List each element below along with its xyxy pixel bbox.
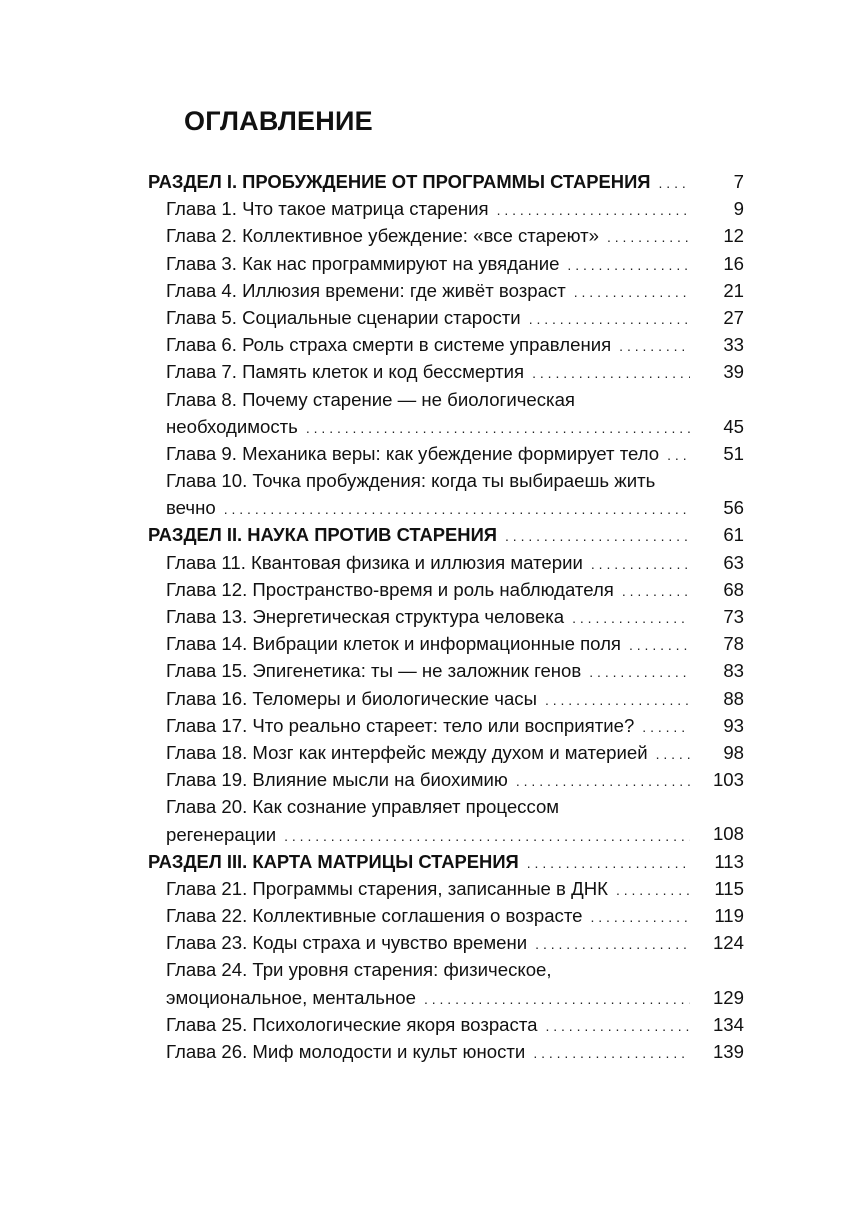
toc-entry-title: РАЗДЕЛ I. ПРОБУЖДЕНИЕ ОТ ПРОГРАММЫ СТАРЕНИЯ [148,171,651,192]
toc-page-number: 124 [712,932,744,954]
toc-entry-line [0,984,690,1011]
toc-page-number: 115 [714,877,744,899]
toc-leader-dots [505,523,690,550]
toc-entry-title: Глава 13. Энергетическая структура человека [166,606,565,627]
toc-entry-line [0,630,690,657]
toc-entry-title: Глава 18. Мозг как интерфейс между духом и материей [166,741,648,763]
toc-page-number: 9 [733,198,744,220]
toc-entry-line [0,358,690,385]
toc-entry-line [0,304,690,331]
toc-chapter-entry [0,195,856,222]
page-title: ОГЛАВЛЕНИЕ [184,106,373,136]
toc-chapter-entry [0,277,856,304]
toc-chapter-entry [0,875,856,902]
table-of-contents [0,168,856,1065]
toc-entry-line [0,848,690,875]
toc-chapter-entry [0,712,856,739]
toc-entry-line [0,549,690,576]
toc-page-number: 83 [723,660,744,682]
toc-chapter-entry [0,250,856,277]
toc-leader-dots [607,224,690,251]
toc-section-entry [0,168,856,195]
toc-entry-line [0,195,690,222]
toc-entry-line [0,875,690,902]
toc-entry-line [0,929,690,956]
toc-chapter-entry [0,1011,856,1038]
toc-entry-line [0,685,690,712]
toc-entry-title: Глава 20. Как сознание управляет процессом [166,796,560,818]
toc-entry-line [0,766,690,793]
toc-entry-title: Глава 7. Память клеток и код бессмертия [166,361,525,383]
toc-page-number: 119 [714,905,744,927]
toc-entry-title: Глава 1. Что такое матрица старения [166,198,489,220]
toc-entry-title: регенерации [166,823,277,845]
toc-entry-title: Глава 3. Как нас программируют на увядание [166,252,560,274]
toc-leader-dots [284,823,690,850]
toc-leader-dots [656,741,690,768]
toc-chapter-entry [0,331,856,358]
toc-chapter-entry [0,929,856,956]
toc-leader-dots [527,850,690,877]
toc-page-number: 73 [723,605,744,627]
toc-page-number: 78 [723,633,744,655]
toc-leader-dots [667,442,690,469]
toc-chapter-entry [0,956,856,1010]
toc-entry-line [0,250,690,277]
toc-chapter-entry [0,685,856,712]
toc-entry-title: Глава 24. Три уровня старения: физическое, [166,959,552,981]
toc-page-number: 108 [712,823,744,845]
toc-leader-dots [516,768,690,795]
toc-leader-dots [629,632,690,659]
toc-leader-dots [589,659,690,686]
toc-page-number: 93 [723,714,744,736]
toc-leader-dots [529,306,690,333]
toc-entry-title: Глава 8. Почему старение — не биологическая [166,388,575,410]
toc-section-entry [0,521,856,548]
toc-entry-title: Глава 6. Роль страха смерти в системе управления [166,334,612,356]
toc-entry-line [0,956,856,983]
toc-entry-line [0,440,690,467]
toc-leader-dots [642,714,690,741]
toc-leader-dots [567,252,690,279]
toc-entry-title: Глава 11. Квантовая физика и иллюзия материи [166,551,583,573]
toc-leader-dots [497,197,690,224]
toc-entry-title: Глава 21. Программы старения, записанные в ДНК [166,877,608,899]
toc-page-number: 33 [723,334,744,356]
toc-entry-line [0,521,690,548]
toc-page-number: 88 [723,687,744,709]
toc-entry-line [0,494,690,521]
toc-entry-line [0,222,690,249]
toc-entry-title: Глава 9. Механика веры: как убеждение формирует тело [166,442,660,464]
toc-chapter-entry [0,304,856,331]
toc-chapter-entry [0,222,856,249]
toc-entry-title: Глава 15. Эпигенетика: ты — не заложник генов [166,660,582,682]
toc-chapter-entry [0,793,856,847]
toc-entry-title: Глава 19. Влияние мысли на биохимию [166,769,508,791]
toc-entry-line [0,739,690,766]
toc-page-number: 39 [723,361,744,383]
toc-entry-title: Глава 26. Миф молодости и культ юности [166,1041,526,1062]
toc-entry-title: РАЗДЕЛ III. КАРТА МАТРИЦЫ СТАРЕНИЯ [148,850,519,872]
toc-chapter-entry [0,576,856,603]
toc-chapter-entry [0,467,856,521]
toc-page-number: 63 [723,551,744,573]
toc-leader-dots [306,415,690,442]
toc-page-number: 103 [712,769,744,791]
toc-entry-line [0,386,856,413]
toc-leader-dots [619,333,690,360]
toc-entry-line [0,1038,690,1065]
toc-page-number: 98 [723,741,744,763]
toc-page-number: 129 [712,986,744,1008]
toc-entry-title: Глава 16. Теломеры и биологические часы [166,687,537,709]
toc-entry-title: Глава 2. Коллективное убеждение: «все стареют» [166,225,599,247]
toc-entry-title: Глава 5. Социальные сценарии старости [166,306,521,328]
toc-entry-line [0,1011,690,1038]
toc-page-number: 45 [723,415,744,437]
toc-chapter-entry [0,549,856,576]
toc-entry-line [0,902,690,929]
toc-leader-dots [616,877,690,904]
toc-chapter-entry [0,902,856,929]
toc-leader-dots [574,279,690,306]
toc-entry-line [0,657,690,684]
toc-leader-dots [591,551,690,578]
toc-page-number: 21 [723,279,744,301]
toc-entry-title: Глава 25. Психологические якоря возраста [166,1013,538,1035]
toc-entry-line [0,413,690,440]
toc-entry-line [0,576,690,603]
toc-entry-title: Глава 12. Пространство-время и роль наблюдателя [166,578,614,600]
toc-page-number: 68 [723,578,744,600]
toc-leader-dots [532,360,690,387]
toc-page-number: 56 [723,497,744,519]
toc-page-number: 134 [712,1013,744,1035]
toc-entry-title: эмоциональное, ментальное [166,986,416,1008]
toc-entry-title: Глава 17. Что реально стареет: тело или восприятие? [166,714,635,736]
toc-page-number: 61 [723,524,744,546]
toc-entry-line [0,467,856,494]
toc-entry-line [0,277,690,304]
toc-page-number: 51 [723,442,744,464]
toc-page-number: 7 [733,170,744,192]
toc-page-number: 113 [714,850,744,872]
toc-leader-dots [535,931,690,958]
toc-section-entry [0,848,856,875]
toc-chapter-entry [0,739,856,766]
toc-chapter-entry [0,603,856,630]
toc-leader-dots [659,170,690,197]
toc-chapter-entry [0,657,856,684]
toc-entry-title: Глава 23. Коды страха и чувство времени [166,932,528,954]
toc-entry-line [0,712,690,739]
toc-page-number: 27 [723,306,744,328]
toc-entry-title: РАЗДЕЛ II. НАУКА ПРОТИВ СТАРЕНИЯ [148,524,498,546]
toc-leader-dots [572,605,690,632]
toc-page-number: 139 [712,1040,744,1062]
toc-leader-dots [424,986,690,1013]
toc-page-number: 12 [723,225,744,247]
toc-leader-dots [591,904,691,931]
toc-page-number: 16 [723,252,744,274]
toc-leader-dots [224,496,690,523]
toc-chapter-entry [0,630,856,657]
toc-entry-line [0,331,690,358]
toc-chapter-entry [0,440,856,467]
toc-entry-line [0,603,690,630]
toc-entry-line [0,793,856,820]
toc-entry-title: Глава 10. Точка пробуждения: когда ты выбираешь жить [166,470,656,492]
toc-leader-dots [622,578,690,605]
toc-entry-title: Глава 22. Коллективные соглашения о возрасте [166,905,583,927]
toc-leader-dots [545,1013,690,1040]
toc-leader-dots [545,687,690,714]
toc-entry-title: необходимость [166,415,298,437]
toc-entry-title: Глава 14. Вибрации клеток и информационные поля [166,633,621,655]
toc-chapter-entry [0,1038,856,1065]
toc-entry-line [0,821,690,848]
toc-chapter-entry [0,358,856,385]
toc-leader-dots [533,1040,690,1067]
toc-chapter-entry [0,386,856,440]
toc-chapter-entry [0,766,856,793]
toc-entry-title: Глава 4. Иллюзия времени: где живёт возраст [166,279,566,301]
toc-entry-title: вечно [166,497,216,519]
toc-entry-line [0,168,690,195]
